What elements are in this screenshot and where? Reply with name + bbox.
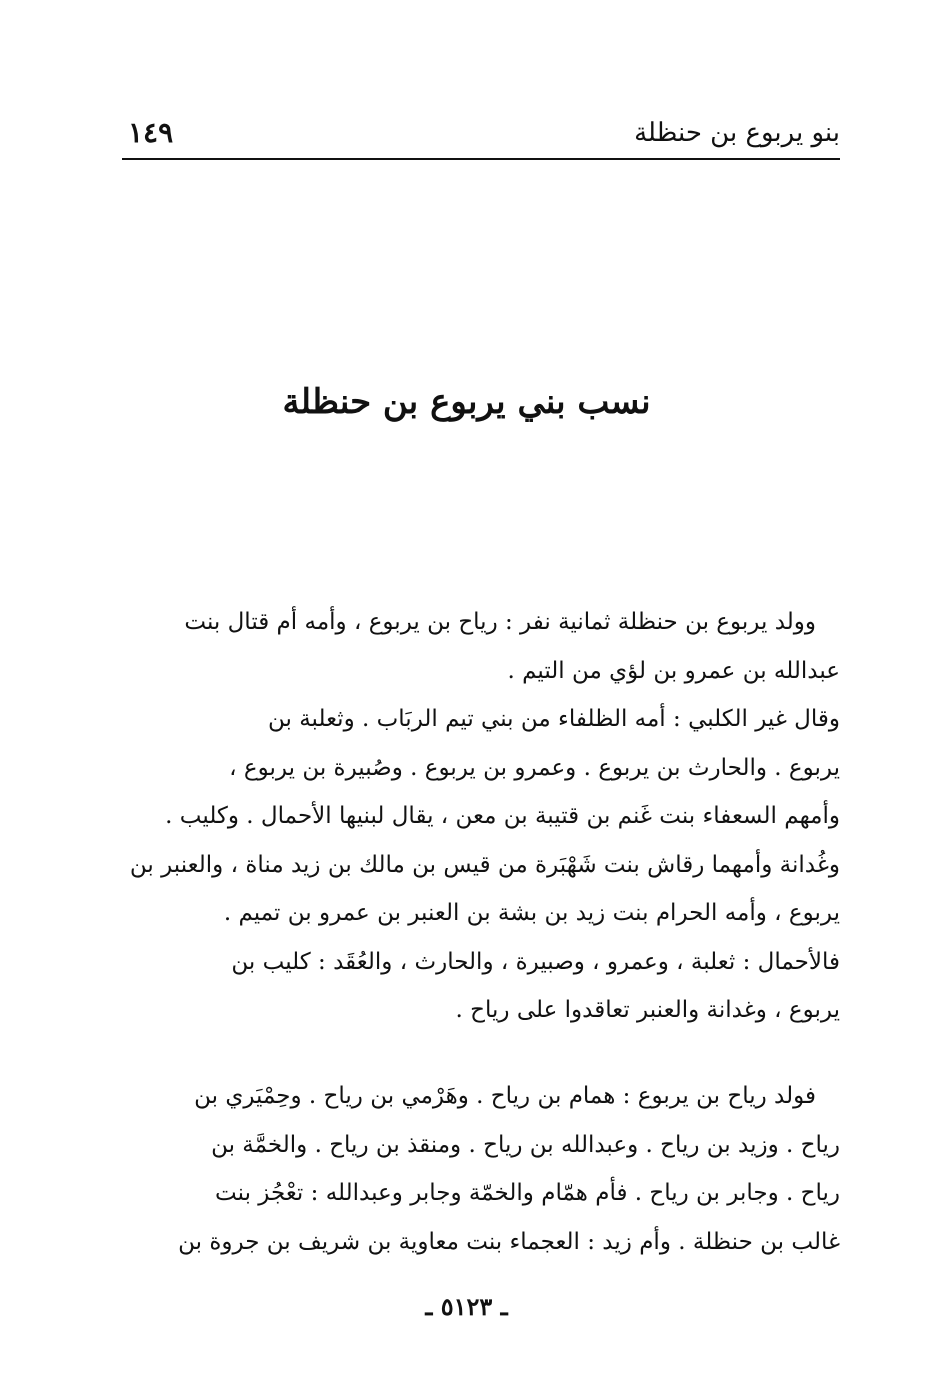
folio-number: ـ ٥١٢٣ ـ xyxy=(425,1292,508,1321)
text-line: يربوع ، وغدانة والعنبر تعاقدوا على رياح . xyxy=(455,997,840,1023)
text-line: يربوع ، وأمه الحرام بنت زيد بن بشة بن العنبر بن عمرو بن تميم . xyxy=(223,900,840,926)
text-line: عبدالله بن عمرو بن لؤي من التيم . xyxy=(507,657,840,684)
text-line: رياح . وزيد بن رياح . وعبدالله بن رياح . ومنقذ بن رياح . والخمَّة بن xyxy=(211,1131,840,1158)
running-header xyxy=(122,112,840,160)
text-line: رياح . وجابر بن رياح . فأم همّام والخمّة وجابر وعبدالله : تعْجُز بنت xyxy=(215,1180,840,1206)
text-line: وقال غير الكلبي : أمه الظلفاء من بني تيم الربَاب . وثعلبة بن xyxy=(267,706,840,732)
page-number: ١٤٩ xyxy=(128,116,174,149)
running-header-title: بنو يربوع بن حنظلة xyxy=(634,118,840,148)
text-line: يربوع . والحارث بن يربوع . وعمرو بن يربوع . وصُبيرة بن يربوع ، xyxy=(229,754,840,781)
text-line: وأمهم السعفاء بنت غَنم بن قتيبة بن معن ، يقال لبنيها الأحمال . وكليب . xyxy=(165,803,840,829)
paragraph-2 xyxy=(120,1072,840,1266)
text-line: فالأحمال : ثعلبة ، وعمرو ، وصبيرة ، والحارث ، والعُقَد : كليب بن xyxy=(231,948,840,975)
text-line: وولد يربوع بن حنظلة ثمانية نفر : رياح بن يربوع ، وأمه أم قتال بنت xyxy=(184,609,816,635)
paragraph-1 xyxy=(120,598,840,1035)
text-line: فولد رياح بن يربوع : همام بن رياح . وهَرْمي بن رياح . وحِمْيَري بن xyxy=(194,1083,816,1109)
text-line: وغُدانة وأمهما رقاش بنت شَهْبَرة من قيس بن مالك بن زيد مناة ، والعنبر بن xyxy=(129,851,840,878)
text-line: غالب بن حنظلة . وأم زيد : العجماء بنت معاوية بن شريف بن جروة بن xyxy=(178,1228,840,1255)
chapter-title: نسب بني يربوع بن حنظلة xyxy=(282,382,651,422)
